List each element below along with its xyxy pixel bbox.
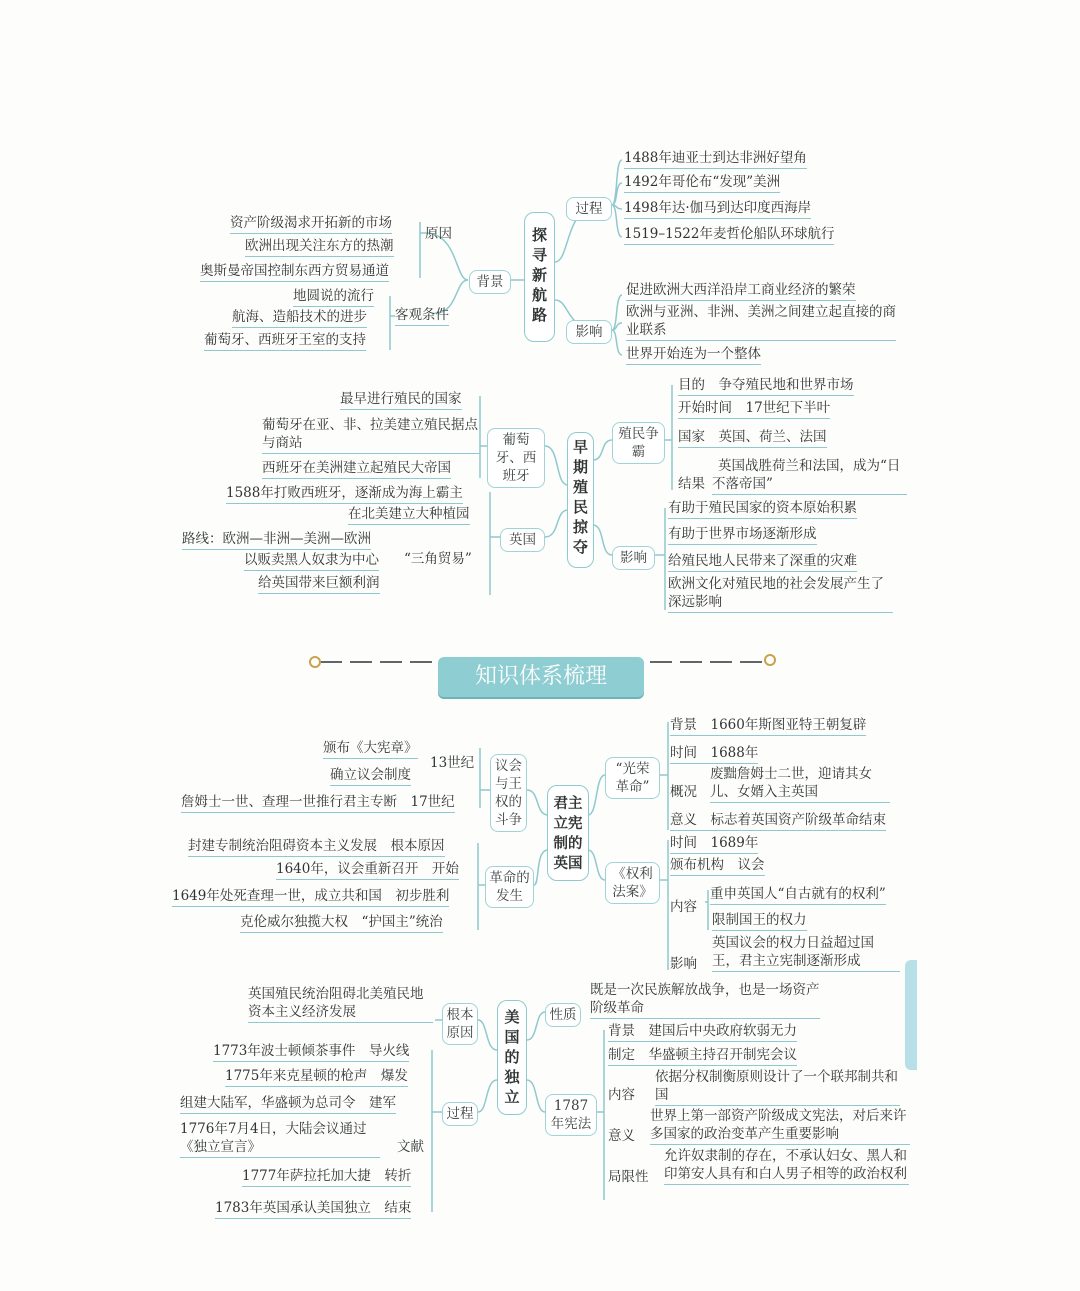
impact-item: 欧洲文化对殖民地的社会发展产生了深远影响 <box>668 575 893 613</box>
bill-item: 时间 1689年 <box>670 834 758 854</box>
center-line: 立宪 <box>553 816 583 832</box>
constitution-content-label: 内容 <box>608 1087 635 1103</box>
process-item: 1773年波士顿倾茶事件 导火线 <box>213 1042 409 1062</box>
center-line: 英国 <box>553 856 583 872</box>
center-char: 期 <box>572 458 588 476</box>
revolution-item: 1640年，议会重新召开 开始 <box>276 860 459 880</box>
glorious-item: 背景 1660年斯图亚特王朝复辟 <box>670 716 866 736</box>
pt-item: 最早进行殖民的国家 <box>340 390 462 410</box>
triangle-item: 以贩卖黑人奴隶为中心 <box>244 551 379 571</box>
declaration-tag: 文献 <box>397 1139 424 1155</box>
center-char: 夺 <box>572 538 588 556</box>
impact-item: 世界开始连为一个整体 <box>626 345 761 365</box>
divider-dot-left <box>309 656 321 668</box>
constitution-content: 依据分权制衡原则设计了一个联邦制共和国 <box>655 1068 900 1106</box>
glorious-overview: 废黜詹姆士二世，迎请其女儿、女婿入主英国 <box>710 765 890 803</box>
bill-content-item: 重申英国人“自古就有的权利” <box>710 885 886 905</box>
condition-item: 葡萄牙、西班牙王室的支持 <box>204 331 366 351</box>
branch-background: 背景 <box>469 270 511 294</box>
center-char: 寻 <box>531 246 547 264</box>
bill-impact-label: 影响 <box>670 956 697 972</box>
center-char: 独 <box>504 1068 520 1086</box>
constitution-significance: 世界上第一部资产阶级成文宪法，对后来许多国家的政治变革产生重要影响 <box>650 1107 910 1145</box>
constitution-limitation: 允许奴隶制的存在，不承认妇女、黑人和印第安人具有和白人男子相等的政治权利 <box>664 1147 909 1185</box>
branch-revolution: 革命的发生 <box>485 866 534 908</box>
divider-dot-right <box>764 654 776 666</box>
parliament-item: 确立议会制度 <box>330 766 411 786</box>
bill-content-label: 内容 <box>670 899 697 915</box>
colonial-item: 开始时间 17世纪下半叶 <box>678 399 830 419</box>
branch-colonial-hegemony: 殖民争霸 <box>612 422 665 464</box>
center-char: 掠 <box>572 518 588 536</box>
revolution-item: 克伦威尔独揽大权 “护国主”统治 <box>240 913 443 933</box>
triangle-item: 给英国带来巨额利润 <box>258 574 380 594</box>
center-char: 的 <box>504 1048 520 1066</box>
process-item: 1492年哥伦布“发现”美洲 <box>624 173 780 193</box>
constitution-item: 背景 建国后中央政府软弱无力 <box>608 1022 797 1042</box>
branch-portugal-spain: 葡萄牙、西班牙 <box>487 428 545 488</box>
process-item: 1775年来克星顿的枪声 爆发 <box>225 1067 408 1087</box>
parliament-item: 颁布《大宪章》 <box>323 739 418 759</box>
center-node-new-route <box>524 212 555 342</box>
center-char: 殖 <box>572 478 588 496</box>
impact-item: 给殖民地人民带来了深重的灾难 <box>668 552 857 572</box>
branch-britain: 英国 <box>500 528 545 552</box>
colonial-result: 英国战胜荷兰和法国，成为“日不落帝国” <box>712 457 907 495</box>
root-cause-text: 英国殖民统治阻碍北美殖民地资本主义经济发展 <box>248 985 433 1023</box>
triangle-trade-label: “三角贸易” <box>404 551 472 567</box>
branch-1787-constitution: 1787年宪法 <box>545 1094 597 1136</box>
revolution-item: 封建专制统治阻碍资本主义发展 根本原因 <box>188 837 445 857</box>
impact-item: 促进欧洲大西洋沿岸工商业经济的繁荣 <box>626 281 856 301</box>
branch-bill-of-rights: 《权利法案》 <box>605 862 660 904</box>
colonial-result-label: 结果 <box>678 476 705 492</box>
condition-item: 地圆说的流行 <box>293 287 374 307</box>
center-char: 国 <box>504 1028 520 1046</box>
pt-item: 葡萄牙在亚、非、拉美建立殖民据点与商站 <box>262 416 480 454</box>
branch-parliament-struggle: 议会与王权的斗争 <box>490 754 527 832</box>
label-objective-conditions: 客观条件 <box>395 306 449 326</box>
process-item: 1783年英国承认美国独立 结束 <box>215 1199 411 1219</box>
bill-content-item: 限制国王的权力 <box>712 911 807 931</box>
constitution-significance-label: 意义 <box>608 1128 635 1144</box>
center-char: 早 <box>572 438 588 456</box>
reason-item: 欧洲出现关注东方的热潮 <box>245 237 394 257</box>
bill-item: 颁布机构 议会 <box>670 856 765 876</box>
center-char: 美 <box>504 1008 520 1026</box>
parliament-item: 詹姆士一世、查理一世推行君主专断 17世纪 <box>181 793 455 813</box>
reason-item: 资产阶级渴求开拓新的市场 <box>230 214 392 234</box>
britain-item: 在北美建立大种植园 <box>348 505 470 525</box>
process-item: 1519–1522年麦哲伦船队环球航行 <box>624 225 834 245</box>
bill-impact: 英国议会的权力日益超过国王，君主立宪制逐渐形成 <box>712 934 900 972</box>
glorious-overview-label: 概况 <box>670 784 697 800</box>
colonial-item: 国家 英国、荷兰、法国 <box>678 428 827 448</box>
revolution-item: 1649年处死查理一世，成立共和国 初步胜利 <box>172 887 449 907</box>
glorious-item: 意义 标志着英国资产阶级革命结束 <box>670 811 886 831</box>
branch-root-cause: 根本原因 <box>442 1003 478 1045</box>
impact-item: 欧洲与亚洲、非洲、美洲之间建立起直接的商业联系 <box>626 303 896 341</box>
center-char: 航 <box>531 286 547 304</box>
center-char: 探 <box>531 226 547 244</box>
nature-text: 既是一次民族解放战争，也是一场资产阶级革命 <box>590 981 820 1019</box>
branch-process: 过程 <box>566 197 612 221</box>
branch-process: 过程 <box>442 1102 478 1126</box>
center-char: 立 <box>504 1088 520 1106</box>
branch-impact: 影响 <box>612 546 655 570</box>
center-line: 君主 <box>553 796 583 812</box>
condition-item: 航海、造船技术的进步 <box>232 308 367 328</box>
process-item: 1498年达·伽马到达印度西海岸 <box>624 199 811 219</box>
process-item: 组建大陆军，华盛顿为总司令 建军 <box>180 1094 396 1114</box>
glorious-item: 时间 1688年 <box>670 744 758 764</box>
process-item: 1777年萨拉托加大捷 转折 <box>242 1167 411 1187</box>
branch-nature: 性质 <box>545 1003 581 1027</box>
page-edge-tab <box>905 960 917 1070</box>
center-char: 新 <box>531 266 547 284</box>
constitution-limitation-label: 局限性 <box>608 1169 649 1185</box>
constitution-item: 制定 华盛顿主持召开制宪会议 <box>608 1046 797 1066</box>
impact-item: 有助于世界市场逐渐形成 <box>668 525 817 545</box>
declaration-item: 1776年7月4日，大陆会议通过《独立宣言》 <box>180 1120 380 1158</box>
britain-item: 1588年打败西班牙，逐渐成为海上霸主 <box>226 484 463 504</box>
label-reason: 原因 <box>425 226 452 242</box>
center-char: 路 <box>531 306 547 324</box>
branch-impact: 影响 <box>566 320 612 344</box>
colonial-item: 目的 争夺殖民地和世界市场 <box>678 376 854 396</box>
pt-item: 西班牙在美洲建立起殖民大帝国 <box>262 459 451 479</box>
center-node-constitutional-monarchy <box>547 785 589 881</box>
reason-item: 奥斯曼帝国控制东西方贸易通道 <box>200 262 389 282</box>
center-line: 制的 <box>553 836 583 852</box>
branch-glorious-revolution: “光荣革命” <box>605 757 660 799</box>
center-node-early-colonial <box>567 432 594 568</box>
impact-item: 有助于殖民国家的资本原始积累 <box>668 499 857 519</box>
parliament-13th-century: 13世纪 <box>430 755 475 771</box>
center-node-american-independence <box>497 1000 527 1115</box>
center-char: 民 <box>572 498 588 516</box>
section-banner: 知识体系梳理 <box>438 657 644 697</box>
process-item: 1488年迪亚士到达非洲好望角 <box>624 149 807 169</box>
triangle-item: 路线：欧洲—非洲—美洲—欧洲 <box>182 530 371 550</box>
